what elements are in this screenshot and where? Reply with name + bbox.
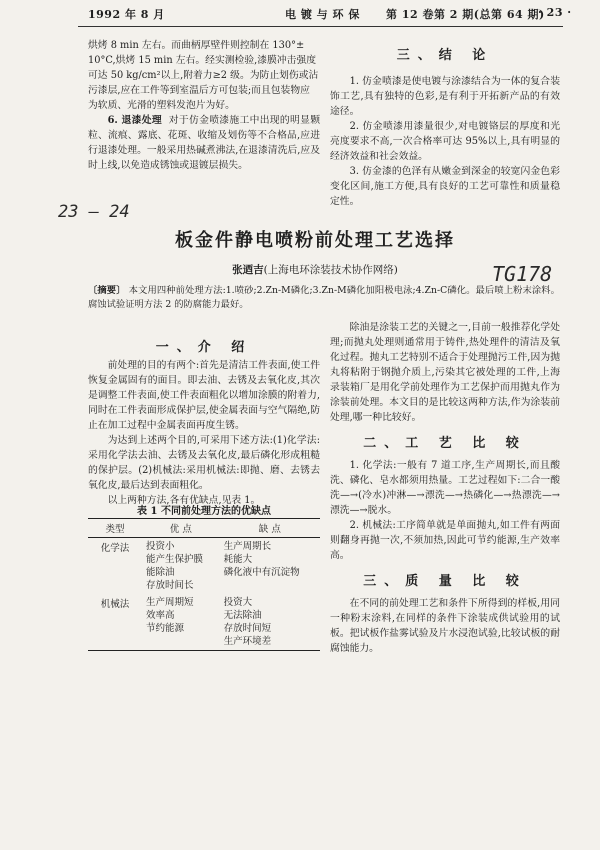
cons-item: 投资大 — [223, 597, 253, 608]
header-page-number: · 23 · — [538, 6, 572, 19]
intro-body — [88, 358, 320, 508]
pros-item: 存放时间长 — [146, 580, 194, 591]
article-affiliation: (上海电环涂装技术协作网络) — [263, 264, 398, 276]
prev-line-4: 污漆层,应在工件等到室温后方可包装;而且包装物应 — [88, 85, 310, 96]
row-cons — [220, 594, 320, 651]
process-body — [330, 458, 560, 563]
cons-item: 耗能大 — [223, 554, 253, 565]
previous-article-continuation — [88, 38, 320, 173]
pros-item: 投资小 — [146, 541, 175, 552]
quality-body — [330, 596, 560, 656]
conclusion-item-2: 2. 仿金喷漆用漆量很少,对电镀铬层的厚度和光亮度要求不高,一次合格率可达 95%以上,具有明显的经济效益和社会效益。 — [330, 121, 560, 162]
handwritten-class-code: TG178 — [492, 262, 553, 286]
quality-heading: 三、质 量 比 较 — [363, 574, 527, 589]
quality-paragraph: 在不同的前处理工艺和条件下所得到的样板,用同一种粉末涂料,在同样的条件下涂装成供试验用的试板。把试板作盐雾试验及片水浸泡试验,比较试板的耐腐蚀能力。 — [330, 598, 560, 654]
prev-line-3: 可达 50 kg/cm²以上,附着力≥2 级。为防止划伤或沾 — [88, 70, 319, 81]
pros-item: 能产生保护膜 — [146, 554, 204, 565]
row-cons — [220, 538, 320, 595]
abstract — [88, 284, 560, 312]
intro-heading: 一、介 绍 — [155, 340, 253, 355]
abstract-text: 本文用四种前处理方法:1.喷砂;2.Zn-M磷化;3.Zn-M磷化加阳极电泳;4.Zn-C磷化。最后喷上粉末涂料。腐蚀试验证明方法 2 的防腐能力最好。 — [88, 285, 560, 310]
abstract-label: 〔摘要〕 — [88, 285, 126, 296]
conclusion-body — [330, 74, 560, 209]
header-rule — [78, 26, 563, 27]
row-pros — [142, 538, 220, 595]
right-intro — [330, 320, 560, 425]
prev-line-2: 10°C,烘烤 15 min 左右。经实测检验,漆膜冲击强度 — [88, 55, 317, 66]
table-header-pros: 优 点 — [142, 519, 220, 538]
intro-paragraph-3: 以上两种方法,各有优缺点,见表 1。 — [107, 495, 261, 506]
right-intro-paragraph: 除油是涂装工艺的关键之一,目前一般推荐化学处理;而抛丸处理则通常用于铸件,热处理件的清洁及氧化过程。抛丸工艺特别不适合于处理抛污工件,因为抛丸将粘附于钢抛介质上,污染其它被处理的工件,上海录装箱厂是用化学前处理作为工艺保护而用抛丸作为涂装前处理。本文目的是比较这两种方法,作为涂装前处理,哪一种比较好。 — [330, 322, 560, 423]
item6-label: 6. 退漆处理 — [107, 115, 162, 126]
table-row — [88, 594, 320, 651]
cons-item: 存放时间短 — [223, 623, 272, 634]
pros-item: 能除油 — [146, 567, 175, 578]
article-byline — [80, 262, 550, 277]
row-type: 机械法 — [88, 594, 142, 651]
process-paragraph-1: 1. 化学法:一般有 7 道工序,生产周期长,而且酸洗、磷化、皂水都须用热量。工艺过程如下:二合一酸洗—→(冷水)冲淋—→漂洗—→热磷化—→热漂洗—→漂洗—→脱水。 — [330, 460, 560, 516]
table-row — [88, 538, 320, 595]
row-pros — [142, 594, 220, 651]
pros-item: 效率高 — [146, 610, 175, 621]
article-title: 板金件静电喷粉前处理工艺选择 — [175, 230, 455, 251]
process-paragraph-2: 2. 机械法:工序简单就是单面抛丸,如工件有两面则翻身再抛一次,不须加热,因此可节约能源,生产效率高。 — [330, 520, 560, 561]
prev-line-5: 为软质、光滑的塑料发泡片为好。 — [88, 100, 235, 111]
conclusion-item-3: 3. 仿金漆的色泽有从嫩金到深金的较宽闪金色彩变化区间,施工方便,具有良好的工艺可靠性和质量稳定性。 — [330, 166, 560, 207]
item6-text: 对于仿金喷漆施工中出现的明显颗粒、流痕、露底、花斑、收缩及划伤等不合格品,应进行退漆处理。一般采用热碱煮沸法,在退漆清洗后,应及时上线,以免造成锈蚀或退镀层损失。 — [88, 115, 321, 171]
cons-item: 生产环境差 — [223, 636, 272, 647]
conclusion-heading: 三、结 论 — [396, 48, 494, 63]
pros-item: 节约能源 — [146, 623, 185, 634]
table1 — [88, 518, 320, 651]
header-issue: 第 12 卷第 2 期(总第 64 期) — [386, 8, 545, 21]
intro-paragraph-1: 前处理的目的有两个:首先是清洁工件表面,使工件恢复金属固有的面目。即去油、去锈及去氧化皮,其次是调整工件表面,使工件表面粗化以增加涂膜的附着力,同时在工件表面形成保护层,使金属表面与空气隔绝,防止在加工过程中金属表面再度生锈。 — [88, 360, 320, 431]
table-header-row — [88, 519, 320, 538]
header-journal: 电 镀 与 环 保 — [285, 8, 360, 21]
table-header-cons: 缺 点 — [220, 519, 320, 538]
table1-caption: 表 1 不同前处理方法的优缺点 — [137, 506, 271, 517]
table-header-type: 类型 — [88, 519, 142, 538]
cons-item: 无法除油 — [223, 610, 262, 621]
pros-item: 生产周期短 — [146, 597, 194, 608]
article-author: 张迺吉 — [232, 264, 264, 276]
intro-paragraph-2: 为达到上述两个目的,可采用下述方法:(1)化学法:采用化学法去油、去锈及去氧化皮,最后磷化形成粗糙的保护层。(2)机械法:采用机械法:即抛、磨、去锈去氧化皮,最后达到表面粗化。 — [88, 435, 320, 491]
process-heading: 二、工 艺 比 较 — [363, 436, 527, 451]
item6-paragraph — [88, 113, 320, 173]
cons-item: 生产周期长 — [223, 541, 272, 552]
prev-line-1: 烘烤 8 min 左右。而曲柄厚壁件则控制在 130°± — [88, 40, 305, 51]
comparison-table — [88, 518, 320, 651]
header-date: 1992 年 8 月 — [88, 8, 165, 21]
cons-item: 磷化液中有沉淀物 — [223, 567, 300, 578]
handwritten-page-range: 23 — 24 — [58, 202, 130, 222]
row-type: 化学法 — [100, 543, 130, 554]
conclusion-item-1: 1. 仿金喷漆是使电镀与涂漆结合为一体的复合装饰工艺,具有独特的色彩,是有利于开拓新产品的有效途径。 — [330, 76, 560, 117]
